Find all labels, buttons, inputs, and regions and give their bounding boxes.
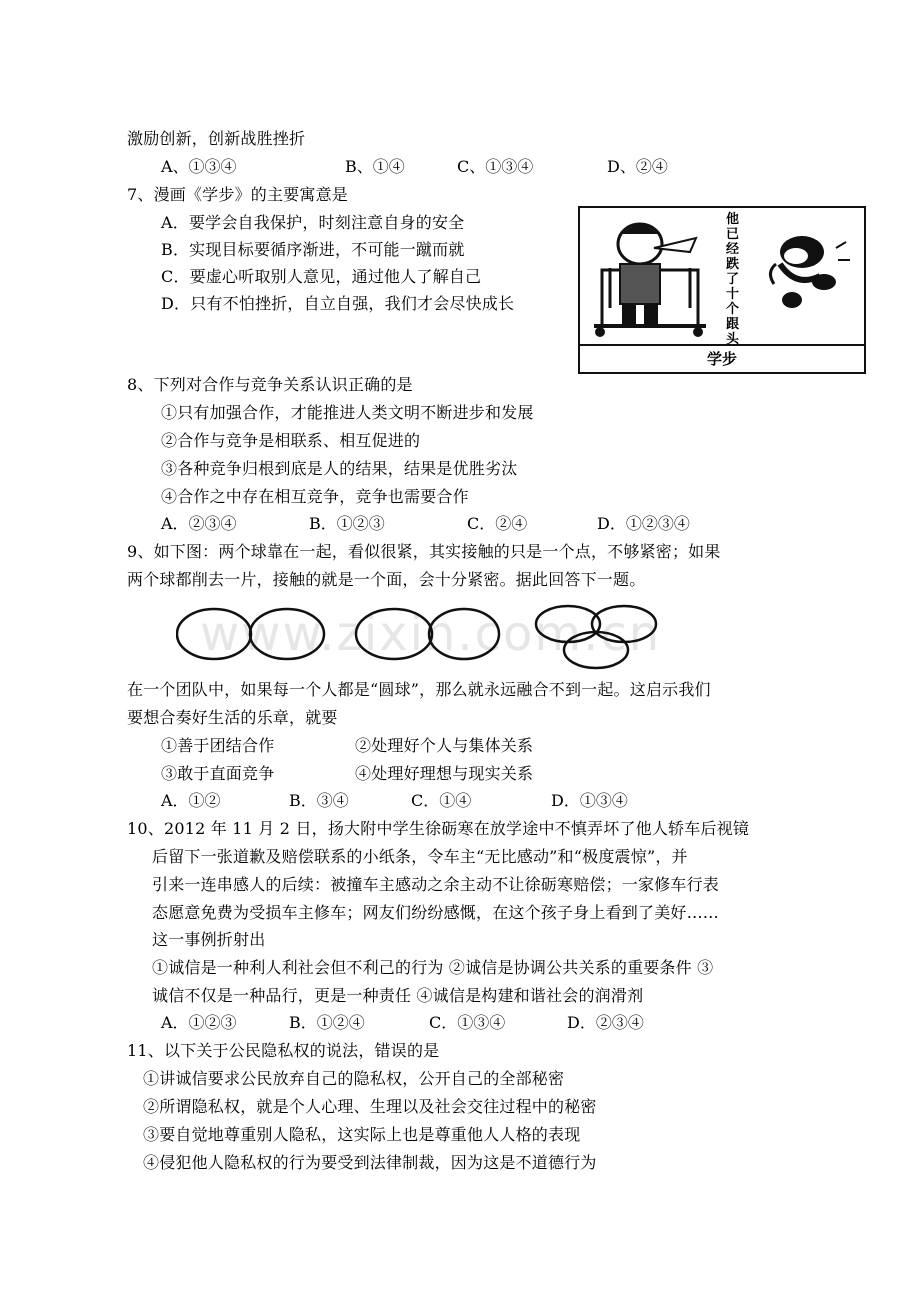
q10-stem-line4: 态愿意免费为受损车主修车；网友们纷纷感慨，在这个孩子身上看到了美好…… [152,903,720,922]
q8-item-3: ③各种竞争归根到底是人的结果，结果是优胜劣汰 [161,459,518,478]
q8-option-d: D．①②③④ [597,514,690,533]
q10-option-b: B．①②④ [289,1013,365,1032]
q10-option-c: C．①③④ [429,1013,506,1032]
q11-item-4: ④侵犯他人隐私权的行为要受到法律制裁，因为这是不道德行为 [143,1153,597,1172]
q10-option-a: A．①②③ [161,1013,237,1032]
q8-option-c: C．②④ [467,514,528,533]
balls-figure [176,604,690,670]
q9-item-2: ②处理好个人与集体关系 [355,736,534,755]
cartoon-title: 学步 [580,344,864,372]
cartoon-drawing [580,208,864,346]
q10-option-d: D．②③④ [567,1013,644,1032]
q9-item-1: ①善于团结合作 [161,736,275,755]
q9-item-3: ③敢于直面竞争 [161,764,275,783]
q6-stem-tail: 激励创新，创新战胜挫折 [127,129,306,148]
q9-option-c: C．①④ [411,791,472,810]
q8-option-a: A．②③④ [161,514,237,533]
q6-option-b: B、①④ [345,157,405,176]
q10-stem-line3: 引来一连串感人的后续：被撞车主感动之余主动不让徐砺寒赔偿；一家修车行表 [152,875,720,894]
q9-option-a: A．①② [161,791,221,810]
q10-items-line2: 诚信不仅是一种品行，更是一种责任 ④诚信是构建和谐社会的润滑剂 [152,986,644,1005]
q9-item-4: ④处理好理想与现实关系 [355,764,534,783]
q8-stem: 8、下列对合作与竞争关系认识正确的是 [127,375,413,394]
cartoon-xuebu [578,206,866,374]
q11-item-2: ②所谓隐私权，就是个人心理、生理以及社会交往过程中的秘密 [143,1097,597,1116]
q11-item-3: ③要自觉地尊重别人隐私，这实际上也是尊重他人人格的表现 [143,1125,581,1144]
q8-option-b: B．①②③ [309,514,385,533]
q7-option-c: C．要虚心听取别人意见，通过他人了解自己 [161,267,482,286]
cartoon-caption: 他已经跌了十个跟头 [726,212,740,347]
q8-item-4: ④合作之中存在相互竞争，竞争也需要合作 [161,487,469,506]
q9-stem-line3: 在一个团队中，如果每一个人都是“圆球”，那么就永远融合不到一起。这启示我们 [127,680,711,699]
q7-stem: 7、漫画《学步》的主要寓意是 [127,185,348,204]
q7-option-b: B．实现目标要循序渐进，不可能一蹴而就 [161,240,465,259]
q9-stem-line1: 9、如下图：两个球靠在一起，看似很紧，其实接触的只是一个点，不够紧密；如果 [127,542,721,561]
q10-stem-line5: 这一事例折射出 [152,930,266,949]
q11-stem: 11、以下关于公民隐私权的说法，错误的是 [127,1041,440,1060]
q7-option-d: D．只有不怕挫折，自立自强，我们才会尽快成长 [161,294,515,313]
q10-stem-line2: 后留下一张道歉及赔偿联系的小纸条，令车主“无比感动”和“极度震惊”，并 [152,847,688,866]
figure-watermark: www.zixin.com.cn [200,606,662,662]
q8-item-2: ②合作与竞争是相联系、相互促进的 [161,431,421,450]
q9-option-d: D．①③④ [551,791,628,810]
q6-option-d: D、②④ [607,157,668,176]
q9-stem-line4: 要想合奏好生活的乐章，就要 [127,708,338,727]
q7-option-a: A．要学会自我保护，时刻注意自身的安全 [161,213,465,232]
q9-stem-line2: 两个球都削去一片，接触的就是一个面，会十分紧密。据此回答下一题。 [127,570,646,589]
q6-option-c: C、①③④ [457,157,534,176]
q9-option-b: B．③④ [289,791,349,810]
q11-item-1: ①讲诚信要求公民放弃自己的隐私权，公开自己的全部秘密 [143,1069,565,1088]
q6-option-a: A、①③④ [161,157,237,176]
q10-items-line1: ①诚信是一种利人利社会但不利己的行为 ②诚信是协调公共关系的重要条件 ③ [152,958,714,977]
q10-stem-line1: 10、2012 年 11 月 2 日，扬大附中学生徐砺寒在放学途中不慎弄坏了他人轿车后视镜 [127,819,750,838]
q8-item-1: ①只有加强合作，才能推进人类文明不断进步和发展 [161,403,534,422]
